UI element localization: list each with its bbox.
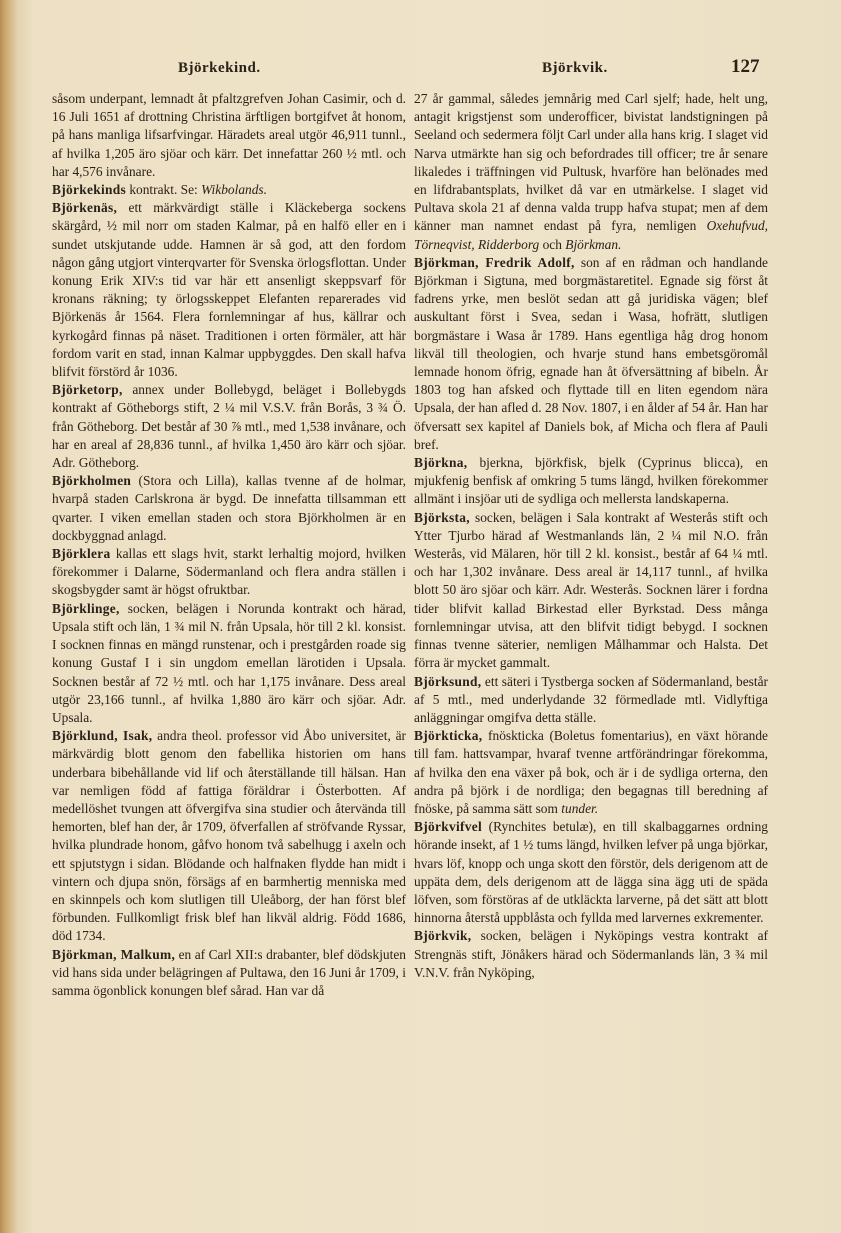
entry-bjorklund: Björklund, Isak, andra theol. professor vid Åbo universitet, är märkvärdig blott genom den fabellika historien om hans underbara bibehållande vid lif och återställande till hälsan. Han var nemligen född af fattiga föräldrar i Österbotten. Af medellöshet tvungen att öfvergifva sina studier och återvända till hemorten, blef han der, år 1709, öfverfallen af ströfvande Ryssar, hvilka plundrade honom, gåfvo honom två sabelhugg i axeln och ett spjutstygn i sidan. Blödande och halfnaken flydde han midt i vintern och djupa snön, försägs af en barmhertig menniska med en skinnpels och kom slutligen till Uleåborg, der han först blef förbunden. Fullkomligt frisk blef han likväl aldrig. Född 1686, död 1734. [52,728,406,944]
entry-bjorkekinds: Björkekinds kontrakt. Se: Wikbolands. [52,182,267,198]
headword: Björkman, Malkum, [52,946,176,962]
page-header [0,56,841,84]
headword: Björkvik, [414,928,472,944]
headword: Björkman, Fredrik Adolf, [414,254,575,270]
page-number: 127 [731,56,760,77]
entry-bjorkenas: Björkenäs, ett märkvärdigt ställe i Kläckeberga sockens skärgård, ½ mil norr om staden Kalmar, på en halfö eller en i sundet utskjutande udde. Hamnen är så god, att den fordom någon gång utgjort vinterqvarter för Svenska örlogsflottan. Under konung Erik XIV:s tid var här ett ansenligt skeppsvarf för kronans räkning; ty örlogsskeppet Elefanten reparerades vid Björkenäs år 1564. Flera fornlemningar af hus, källrar och kyrkogård finnas på näset. Traditionen i orten förmäler, att här fordom varit en stad, innan Kalmar uppbyggdes. Den skall hafva blifvit förstörd år 1036. [52,200,406,380]
headword: Björksund, [414,673,482,689]
headword: Björklinge, [52,600,120,616]
entry-bjorksta: Björksta, socken, belägen i Sala kontrakt af Westerås stift och Ytter Tjurbo härad af Westmanlands län, 2 ¼ mil N.O. från Westerås, vid Mälaren, hör till 2 kl. konsist., består af 64 ¼ mtl. och har 1,302 invånare. Dess areal är 14,117 tunnl., af hvilka blott 50 äro sjöar och kärr. Adr. Westerås. Socknen lärer i fordna tider blifvit kallad Birkestad eller Byrkstad. Dess många fornlemningar utvisa, att den blifvit tidigt bebygd. I socknen finnas tvenne säterier, nemligen Målhammar och Halsta. Det förra är mycket gammalt. [414,509,768,671]
headword: Björklera [52,546,111,562]
headword: Björkticka, [414,728,483,744]
entry-bjorklera: Björklera kallas ett slags hvit, starkt lerhaltig mojord, hvilken förekommer i Dalarne, Södermanland och flera andra ställen i skogsbygder samt är högst ofruktbar. [52,546,406,598]
headword: Björkna, [414,455,468,471]
headword: Björkenäs, [52,200,118,216]
running-head-right: Björkvik. [542,60,608,76]
entry-bjorkticka: Björkticka, fnöskticka (Boletus fomentarius), en växt hörande till fam. hattsvampar, hvaraf tvenne artförändringar förekomma, af hvilka den ena växer på bok, och är i de sydliga orterna, den andra på björk i de nordliga; den begagnas till beredning af fnöske, på samma sätt som tunder. [414,728,768,816]
entry-bjorkholmen: Björkholmen (Stora och Lilla), kallas tvenne af de holmar, hvarpå staden Carlskrona är bygd. De innefatta tillsamman ett qvarter. I viken emellan staden och stora Björkholmen är en dockbyggnad anlagd. [52,473,406,543]
right-column [414,90,768,982]
headword: Björkholmen [52,473,132,489]
headword: Björketorp, [52,382,123,398]
headword: Björkekinds [52,182,126,198]
left-column [52,90,406,1000]
headword: Björkvifvel [414,819,483,835]
entry-bjorksund: Björksund, ett säteri i Tystberga socken af Södermanland, består af 5 mtl., med underlydande 32 förmedlade mtl. Vidlyftiga anläggningar omgifva detta ställe. [414,673,768,725]
headword: Björklund, Isak, [52,728,153,744]
entry-continuation: såsom underpant, lemnadt åt pfaltzgrefven Johan Casimir, och d. 16 Juli 1651 af drottning Christina ärftligen bortgifvet åt honom, på hans manliga lifsarfvingar. Häradets areal utgör 46,911 tunnl., af hvilka 1,205 äro sjöar och kärr. Det innefattar 260 ½ mtl. och har 4,576 invånare. [52,91,406,179]
entry-bjorkman-malkum: Björkman, Malkum, en af Carl XII:s drabanter, blef dödskjuten vid hans sida under belägringen af Pultawa, den 16 Juni år 1709, i samma ögonblick konungen blef sårad. Han var då [52,946,406,998]
entry-bjorkna: Björkna, bjerkna, björkfisk, bjelk (Cyprinus blicca), en mjukfenig benfisk af omkring 5 tums längd, hvilken förekommer allmänt i insjöar uti de sydliga och mellersta landskaperna. [414,455,768,507]
entry-bjorketorp: Björketorp, annex under Bollebygd, beläget i Bollebygds kontrakt af Götheborgs stift, 2 ¼ mil V.S.V. från Borås, 3 ¾ Ö. från Götheborg. Det består af 30 ⅞ mtl., med 1,538 invånare, och har en areal af 28,836 tunnl., af hvilka 1,450 äro kärr och sjöar. Adr. Götheborg. [52,382,406,471]
entry-continuation: 27 år gammal, således jemnårig med Carl sjelf; hade, helt ung, antagit krigstjenst som underofficer, bivistat landstigningen på Seeland och sedermera följt Carl under alla hans krig. I slaget vid Narva utmärkte han sig och befordrades till officer; tre år senare likaledes i träffningen vid Pultusk, hvarföre han belönades med en lifdrabantsplats, hvilket då var en utmärkelse. I slaget vid Pultava skola 21 af denna valda trupp hafva stupat; men af dem känner man namnet endast på fyra, nemligen Oxehufvud, Törneqvist, Ridderborg och Björkman. [414,91,768,252]
headword: Björksta, [414,509,470,525]
running-head-left: Björkekind. [178,60,261,76]
entry-bjorklinge: Björklinge, socken, belägen i Norunda kontrakt och härad, Upsala stift och län, 1 ¾ mil N. från Upsala, hör till 2 kl. konsist. I socknen finnas en mängd runstenar, och i prestgården roade sig konung Gustaf I i sin ungdom emellan lärotiden i Upsala. Socknen består af 72 ½ mtl. och har 1,175 invånare. Dess areal utgör 23,166 tunnl., af hvilka 1,880 äro kärr och sjöar. Adr. Upsala. [52,600,406,725]
entry-bjorkman-fredrik: Björkman, Fredrik Adolf, son af en rådman och handlande Björkman i Sigtuna, med borgmästaretitel. Egnade sig först åt fadrens yrke, men beslöt sedan att gå juridiska vägen; blef auskultant först i Svea, sedan i Wasa, hofrätt, slutligen borgmästare i Wasa år 1789. Hans egentliga håg drog honom likväl till theologien, och hvarje stund hans embetsgöromål lemnade honom öfrig, egnade han åt öfversättning af bibeln. År 1803 tog han afsked och flyttade till en liten egendom nära Upsala, der han afled d. 28 Nov. 1807, i en ålder af 54 år. Han har öfversatt sex kapitel af Daniels bok, af Micha och flera af Pauli bref. [414,254,768,452]
entry-bjorkvik: Björkvik, socken, belägen i Nyköpings vestra kontrakt af Strengnäs stift, Jönåkers härad och Södermanlands län, 3 ¾ mil V.N.V. från Nyköping, [414,928,768,980]
entry-bjorkvifvel: Björkvifvel (Rynchites betulæ), en till skalbaggarnes ordning hörande insekt, af 1 ½ tums längd, hvilken lefver på unga björkar, hvars löf, knopp och unga skott den förstör, dels derigenom att de uppäta dem, dels derigenom att de lägga sina ägg uti de späda löfven, som förstöras af de utkläckta larverne, på det sätt att blott hinnorna återstå uppblåsta och fyllda med larvernes exkrementer. [414,819,768,926]
